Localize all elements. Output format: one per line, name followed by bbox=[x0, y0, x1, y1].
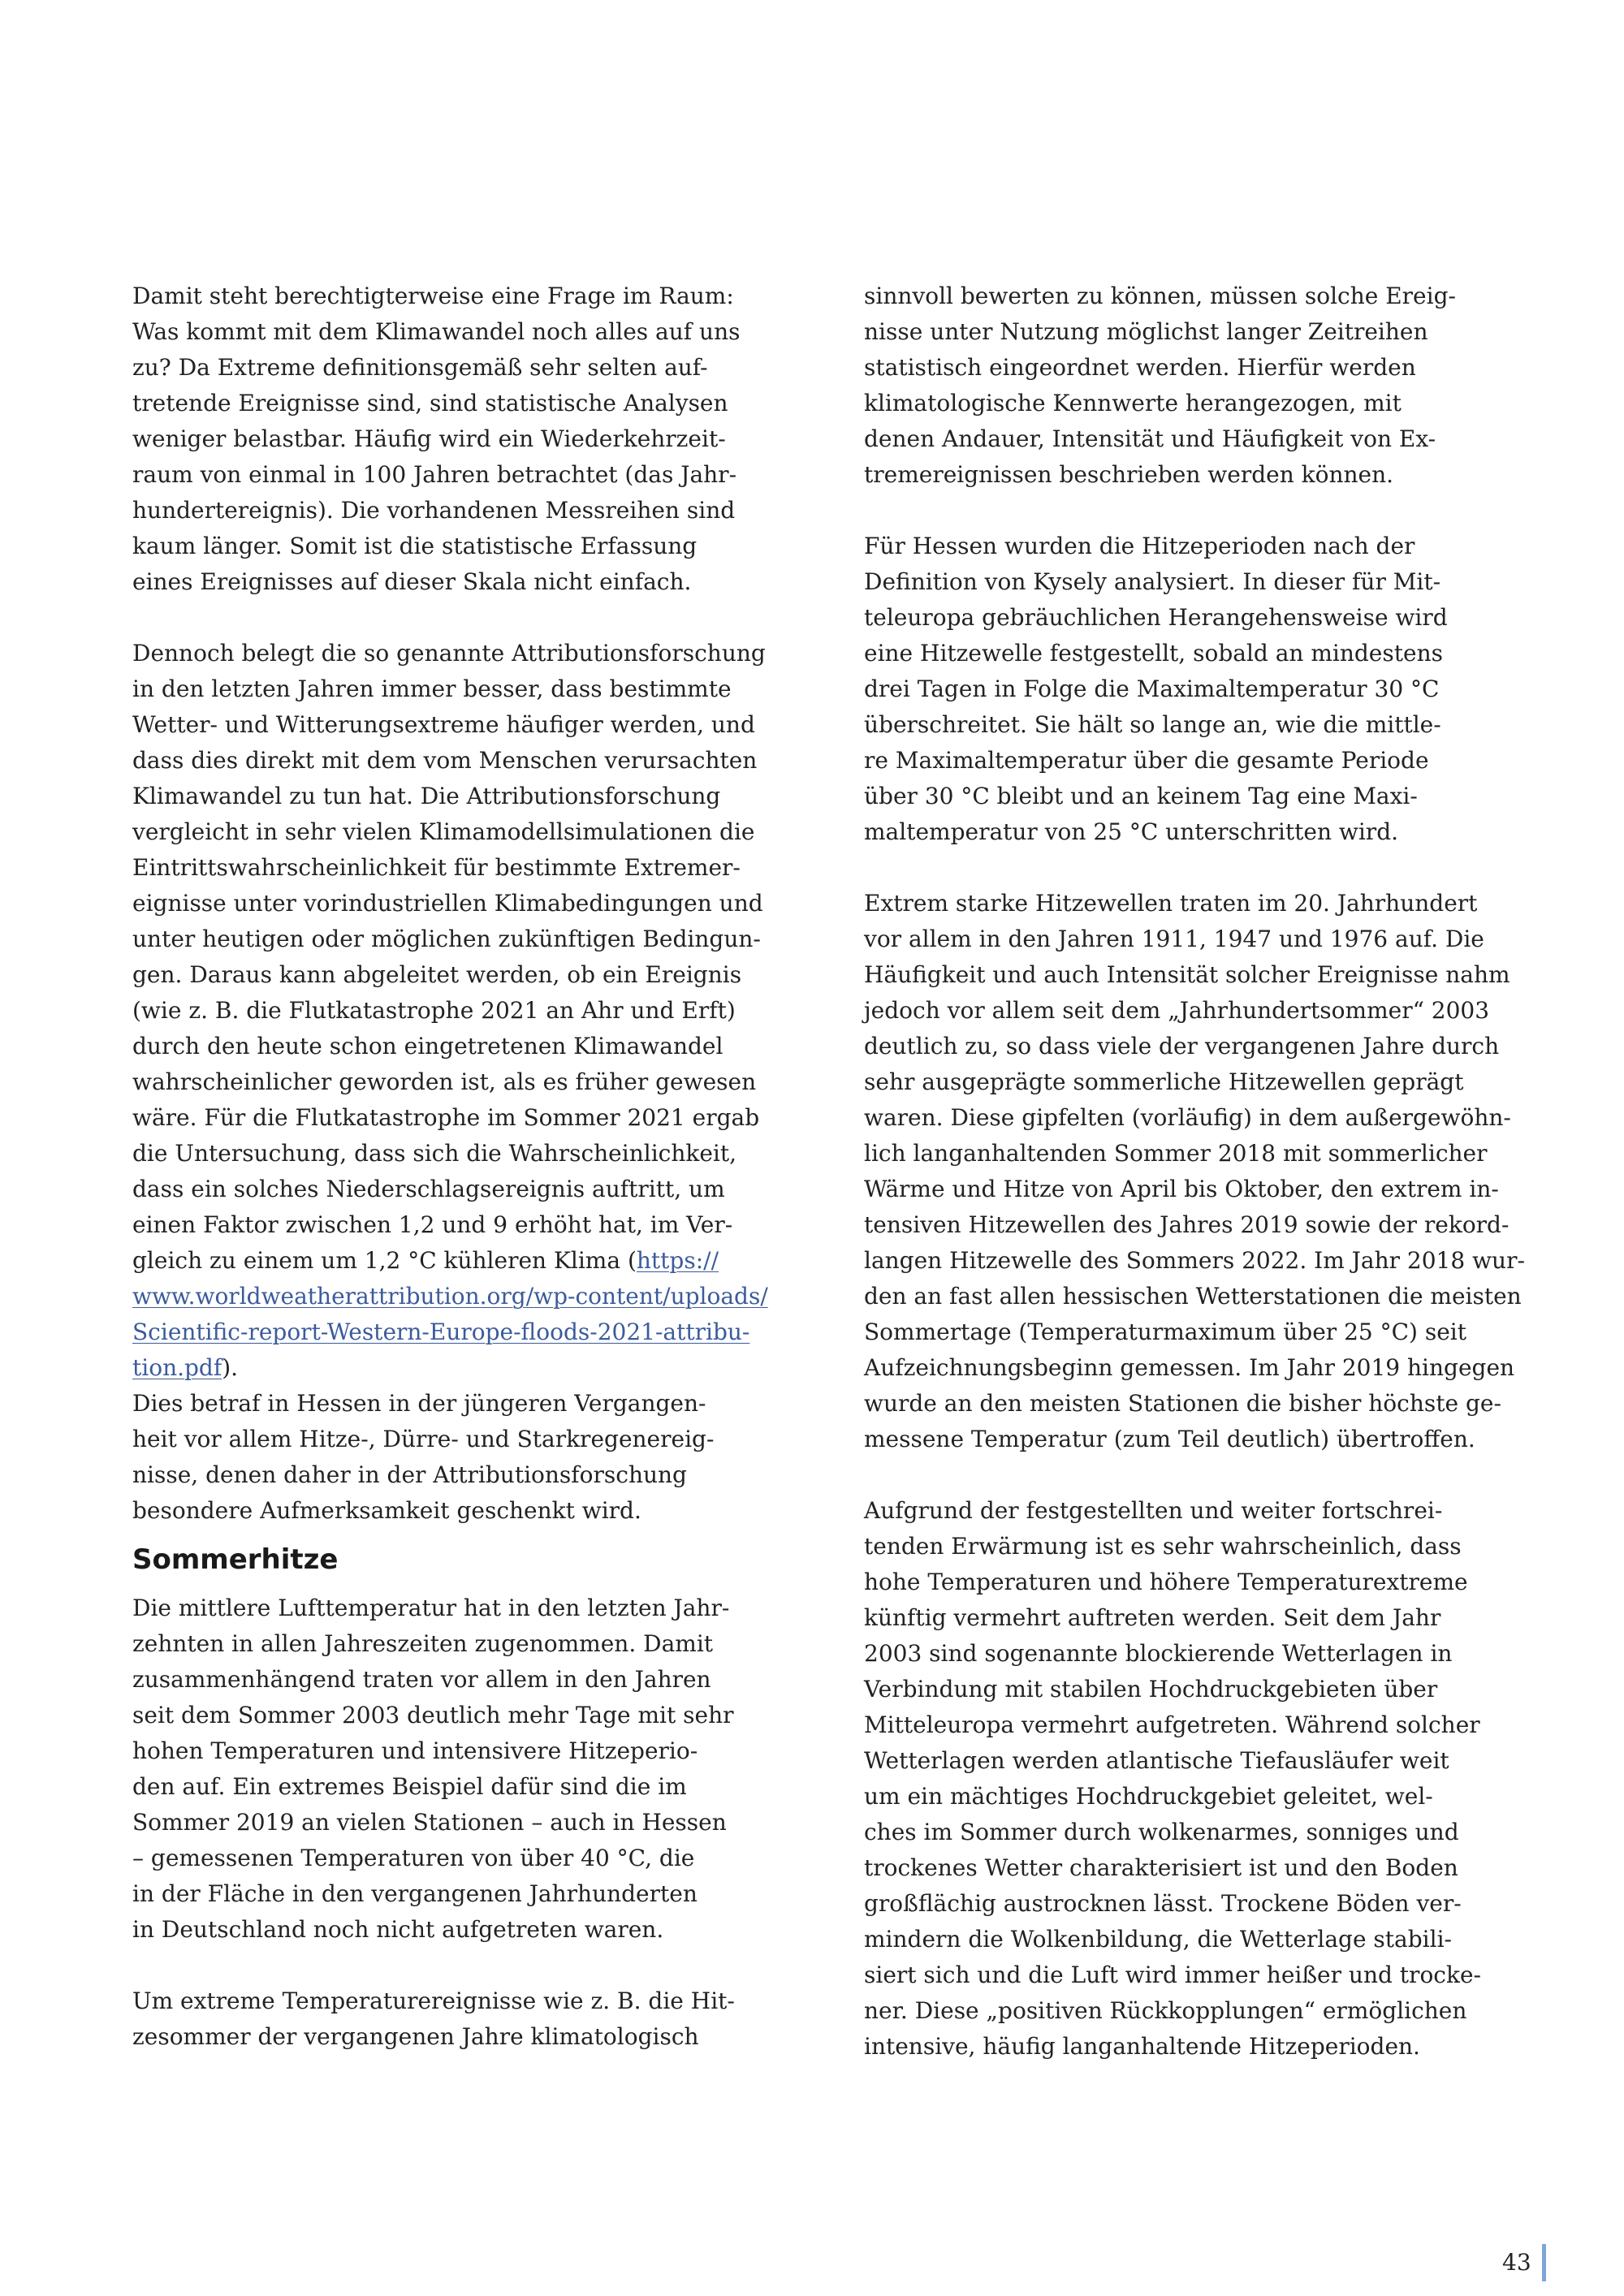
text-line: vor allem in den Jahren 1911, 1947 und 1976 auf. Die bbox=[864, 926, 1484, 952]
text-line: messene Temperatur (zum Teil deutlich) übertroffen. bbox=[864, 1426, 1475, 1452]
report-link[interactable]: www.worldweatherattribution.org/wp-content/uploads/ bbox=[132, 1283, 768, 1310]
text-line: hohe Temperaturen und höhere Temperaturextreme bbox=[864, 1569, 1468, 1595]
text-line: maltemperatur von 25 °C unterschritten wird. bbox=[864, 818, 1399, 845]
text-line: waren. Diese gipfelten (vorläufig) in dem außergewöhn- bbox=[864, 1104, 1511, 1131]
report-link[interactable]: https:// bbox=[636, 1247, 719, 1274]
text-line: künftig vermehrt auftreten werden. Seit dem Jahr bbox=[864, 1604, 1441, 1631]
text-line: nisse, denen daher in der Attributionsforschung bbox=[132, 1461, 687, 1488]
text-line: – gemessenen Temperaturen von über 40 °C, die bbox=[132, 1845, 695, 1871]
text-line: vergleicht in sehr vielen Klimamodellsimulationen die bbox=[132, 818, 755, 845]
text-line: hundertereignis). Die vorhandenen Messreihen sind bbox=[132, 497, 736, 524]
text-line: langen Hitzewelle des Sommers 2022. Im Jahr 2018 wur- bbox=[864, 1247, 1525, 1274]
text-line: jedoch vor allem seit dem „Jahrhundertsommer“ 2003 bbox=[864, 997, 1490, 1024]
text-segment: ). bbox=[222, 1354, 239, 1381]
text-line: raum von einmal in 100 Jahren betrachtet (das Jahr- bbox=[132, 461, 737, 488]
text-line: kaum länger. Somit ist die statistische Erfassung bbox=[132, 533, 698, 559]
text-line: in Deutschland noch nicht aufgetreten waren. bbox=[132, 1916, 664, 1943]
page-number-accent-bar bbox=[1542, 2244, 1546, 2281]
text-line: Wetter- und Witterungsextreme häufiger werden, und bbox=[132, 711, 755, 738]
text-segment: gleich zu einem um 1,2 °C kühleren Klima ( bbox=[132, 1247, 637, 1274]
text-line: ches im Sommer durch wolkenarmes, sonniges und bbox=[864, 1819, 1459, 1845]
text-line: sehr ausgeprägte sommerliche Hitzewellen geprägt bbox=[864, 1068, 1464, 1095]
right-column bbox=[864, 278, 1579, 2100]
text-line: intensive, häufig langanhaltende Hitzeperioden. bbox=[864, 2033, 1420, 2060]
text-line: Häufigkeit und auch Intensität solcher Ereignisse nahm bbox=[864, 961, 1510, 988]
text-line: Damit steht berechtigterweise eine Frage im Raum: bbox=[132, 283, 734, 309]
text-line: zusammenhängend traten vor allem in den Jahren bbox=[132, 1666, 711, 1693]
text-line: nisse unter Nutzung möglichst langer Zeitreihen bbox=[864, 318, 1428, 345]
text-line: gen. Daraus kann abgeleitet werden, ob ein Ereignis bbox=[132, 961, 742, 988]
text-line: klimatologische Kennwerte herangezogen, mit bbox=[864, 390, 1402, 416]
text-line: den an fast allen hessischen Wetterstationen die meisten bbox=[864, 1283, 1522, 1310]
text-line: heit vor allem Hitze-, Dürre- und Starkregenereig- bbox=[132, 1426, 715, 1452]
text-line: teleuropa gebräuchlichen Herangehensweise wird bbox=[864, 604, 1448, 631]
text-line: Sommertage (Temperaturmaximum über 25 °C) seit bbox=[864, 1318, 1466, 1345]
paragraph bbox=[864, 278, 1579, 493]
text-line: einen Faktor zwischen 1,2 und 9 erhöht hat, im Ver- bbox=[132, 1211, 733, 1238]
text-line: Wetterlagen werden atlantische Tiefausläufer weit bbox=[864, 1747, 1449, 1774]
paragraph bbox=[132, 636, 847, 1529]
report-link[interactable]: tion.pdf bbox=[132, 1354, 222, 1381]
text-line: zu? Da Extreme definitionsgemäß sehr selten auf- bbox=[132, 354, 708, 381]
text-line: die Untersuchung, dass sich die Wahrscheinlichkeit, bbox=[132, 1140, 737, 1167]
text-line: eine Hitzewelle festgestellt, sobald an mindestens bbox=[864, 640, 1443, 667]
text-line: Für Hessen wurden die Hitzeperioden nach der bbox=[864, 533, 1415, 559]
paragraph bbox=[132, 1590, 847, 1948]
text-line: Dennoch belegt die so genannte Attributionsforschung bbox=[132, 640, 766, 667]
text-line: Verbindung mit stabilen Hochdruckgebieten über bbox=[864, 1676, 1438, 1703]
text-line: Extrem starke Hitzewellen traten im 20. Jahrhundert bbox=[864, 890, 1478, 917]
text-line: Um extreme Temperaturereignisse wie z. B. die Hit- bbox=[132, 1987, 735, 2014]
text-line: über 30 °C bleibt und an keinem Tag eine Maxi- bbox=[864, 783, 1418, 809]
text-line: ner. Diese „positiven Rückkopplungen“ ermöglichen bbox=[864, 1997, 1467, 2024]
text-line: dass dies direkt mit dem vom Menschen verursachten bbox=[132, 747, 758, 774]
section-heading bbox=[132, 1529, 847, 1590]
text-line: Eintrittswahrscheinlichkeit für bestimmte Extremer- bbox=[132, 854, 741, 881]
left-column bbox=[132, 278, 847, 2091]
paragraph bbox=[864, 529, 1579, 850]
text-line: re Maximaltemperatur über die gesamte Periode bbox=[864, 747, 1429, 774]
text-line: großflächig austrocknen lässt. Trockene Böden ver- bbox=[864, 1890, 1462, 1917]
text-line: hohen Temperaturen und intensivere Hitzeperio- bbox=[132, 1737, 698, 1764]
text-line: unter heutigen oder möglichen zukünftigen Bedingun- bbox=[132, 926, 761, 952]
text-line: drei Tagen in Folge die Maximaltemperatur 30 °C bbox=[864, 675, 1440, 702]
report-link[interactable]: Scientific-report-Western-Europe-floods-2021-attribu- bbox=[132, 1318, 750, 1345]
text-line bbox=[132, 1279, 847, 1314]
text-line: Dies betraf in Hessen in der jüngeren Vergangen- bbox=[132, 1390, 706, 1417]
text-line: Was kommt mit dem Klimawandel noch alles auf uns bbox=[132, 318, 741, 345]
text-line: Sommer 2019 an vielen Stationen – auch in Hessen bbox=[132, 1809, 727, 1836]
text-line: Sommerhitze bbox=[132, 1543, 339, 1576]
text-line: tensiven Hitzewellen des Jahres 2019 sowie der rekord- bbox=[864, 1211, 1510, 1238]
text-line: denen Andauer, Intensität und Häufigkeit von Ex- bbox=[864, 425, 1436, 452]
text-line: tretende Ereignisse sind, sind statistische Analysen bbox=[132, 390, 728, 416]
text-line: trockenes Wetter charakterisiert ist und den Boden bbox=[864, 1854, 1458, 1881]
paragraph bbox=[132, 278, 847, 600]
text-line: (wie z. B. die Flutkatastrophe 2021 an Ahr und Erft) bbox=[132, 997, 736, 1024]
text-line: wahrscheinlicher geworden ist, als es früher gewesen bbox=[132, 1068, 757, 1095]
text-line: deutlich zu, so dass viele der vergangenen Jahre durch bbox=[864, 1033, 1500, 1060]
text-line: zehnten in allen Jahreszeiten zugenommen. Damit bbox=[132, 1630, 714, 1657]
text-line: sinnvoll bewerten zu können, müssen solche Ereig- bbox=[864, 283, 1456, 309]
text-line: tenden Erwärmung ist es sehr wahrscheinlich, dass bbox=[864, 1533, 1462, 1560]
text-line: besondere Aufmerksamkeit geschenkt wird. bbox=[132, 1497, 641, 1524]
text-line: dass ein solches Niederschlagsereignis auftritt, um bbox=[132, 1176, 725, 1202]
paragraph bbox=[132, 1983, 847, 2055]
text-line: überschreitet. Sie hält so lange an, wie die mittle- bbox=[864, 711, 1441, 738]
text-line bbox=[132, 1243, 847, 1279]
page-number: 43 bbox=[1502, 2249, 1531, 2276]
text-line: in der Fläche in den vergangenen Jahrhunderten bbox=[132, 1880, 698, 1907]
text-line: weniger belastbar. Häufig wird ein Wiederkehrzeit- bbox=[132, 425, 726, 452]
text-line: Klimawandel zu tun hat. Die Attributionsforschung bbox=[132, 783, 721, 809]
text-line: Die mittlere Lufttemperatur hat in den letzten Jahr- bbox=[132, 1595, 730, 1621]
text-line: Mitteleuropa vermehrt aufgetreten. Während solcher bbox=[864, 1711, 1480, 1738]
text-line: siert sich und die Luft wird immer heißer und trocke- bbox=[864, 1962, 1481, 1988]
text-line: in den letzten Jahren immer besser, dass bestimmte bbox=[132, 675, 732, 702]
text-line: zesommer der vergangenen Jahre klimatologisch bbox=[132, 2023, 699, 2050]
paragraph bbox=[864, 886, 1579, 1457]
text-line: eignisse unter vorindustriellen Klimabedingungen und bbox=[132, 890, 763, 917]
text-line: Aufgrund der festgestellten und weiter fortschrei- bbox=[864, 1497, 1443, 1524]
text-line: statistisch eingeordnet werden. Hierfür werden bbox=[864, 354, 1416, 381]
text-line: durch den heute schon eingetretenen Klimawandel bbox=[132, 1033, 723, 1060]
text-line: wurde an den meisten Stationen die bisher höchste ge- bbox=[864, 1390, 1501, 1417]
text-line: 2003 sind sogenannte blockierende Wetterlagen in bbox=[864, 1640, 1453, 1667]
text-line: um ein mächtiges Hochdruckgebiet geleitet, wel- bbox=[864, 1783, 1433, 1810]
text-line: Definition von Kysely analysiert. In dieser für Mit- bbox=[864, 568, 1441, 595]
text-line bbox=[132, 1350, 847, 1386]
text-line bbox=[132, 1314, 847, 1350]
text-line: seit dem Sommer 2003 deutlich mehr Tage mit sehr bbox=[132, 1702, 734, 1728]
text-line: den auf. Ein extremes Beispiel dafür sind die im bbox=[132, 1773, 687, 1800]
text-line: tremereignissen beschrieben werden können. bbox=[864, 461, 1394, 488]
text-line: Aufzeichnungsbeginn gemessen. Im Jahr 2019 hingegen bbox=[864, 1354, 1515, 1381]
text-line: wäre. Für die Flutkatastrophe im Sommer 2021 ergab bbox=[132, 1104, 760, 1131]
text-line: eines Ereignisses auf dieser Skala nicht einfach. bbox=[132, 568, 692, 595]
text-line: Wärme und Hitze von April bis Oktober, den extrem in- bbox=[864, 1176, 1499, 1202]
text-line: mindern die Wolkenbildung, die Wetterlage stabili- bbox=[864, 1926, 1452, 1953]
paragraph bbox=[864, 1493, 1579, 2065]
text-line: lich langanhaltenden Sommer 2018 mit sommerlicher bbox=[864, 1140, 1488, 1167]
